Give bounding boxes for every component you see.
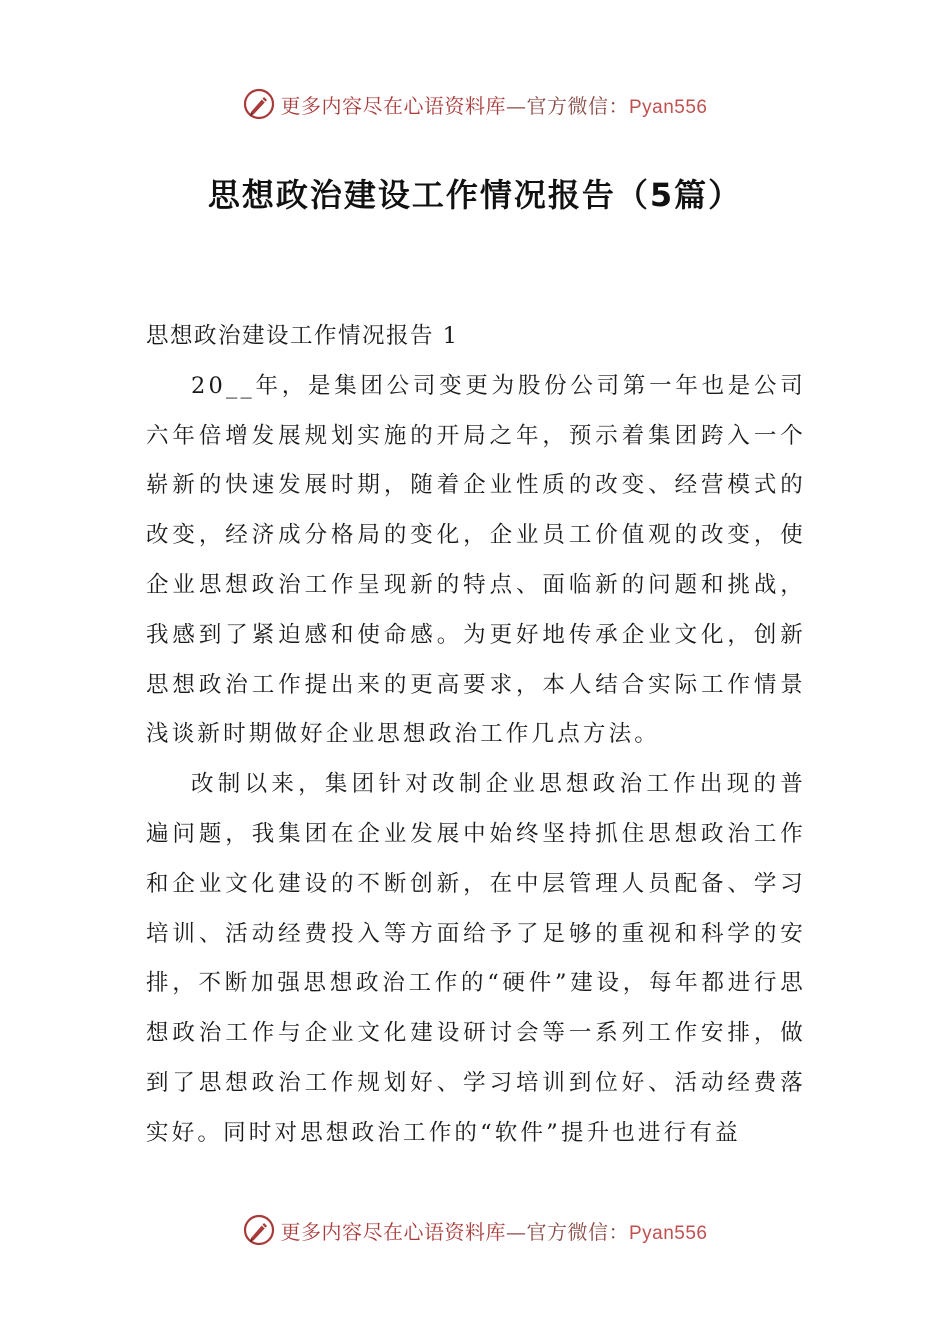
body-paragraph: 改制以来，集团针对改制企业思想政治工作出现的普遍问题，我集团在企业发展中始终坚持抓住思想政治工作和企业文化建设的不断创新，在中层管理人员配备、学习培训、活动经费投入等方面给予了足够的重视和科学的安排，不断加强思想政治工作的“硬件”建设，每年都进行思想政治工作与企业文化建设研讨会等一系列工作安排，做到了思想政治工作规划好、学习培训到位好、活动经费落实好。同时对思想政治工作的“软件”提升也进行有益 (146, 771, 806, 1146)
banner-text (280, 1216, 707, 1245)
banner-library-name: 更多内容尽在心语资料库 (280, 1219, 506, 1244)
document-title: 思想政治建设工作情况报告（5篇） (207, 176, 743, 214)
header-banner (0, 84, 950, 124)
footer-banner (0, 1210, 950, 1250)
document-body (146, 312, 806, 1159)
banner-text (280, 90, 707, 119)
banner-official-label: —官方微信： (505, 1219, 629, 1244)
banner-library-name: 更多内容尽在心语资料库 (280, 93, 506, 118)
banner-wechat-id: Pyan556 (628, 1222, 708, 1244)
banner-wechat-id: Pyan556 (628, 96, 708, 118)
pen-logo-icon (242, 1213, 276, 1247)
section-heading: 思想政治建设工作情况报告 1 (146, 323, 459, 349)
body-paragraph: 20__年，是集团公司变更为股份公司第一年也是公司六年倍增发展规划实施的开局之年，预示着集团跨入一个崭新的快速发展时期，随着企业性质的改变、经营模式的改变，经济成分格局的变化，企业员工价值观的改变，使企业思想政治工作呈现新的特点、面临新的问题和挑战，我感到了紧迫感和使命感。为更好地传承企业文化，创新思想政治工作提出来的更高要求，本人结合实际工作情景浅谈新时期做好企业思想政治工作几点方法。 (146, 372, 806, 748)
pen-logo-icon (242, 87, 276, 121)
banner-official-label: —官方微信： (505, 93, 629, 118)
